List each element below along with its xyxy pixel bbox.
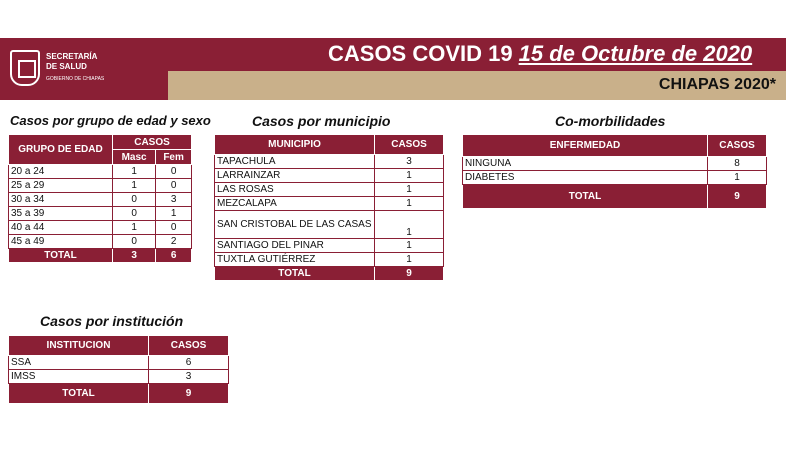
table-row bbox=[215, 197, 444, 211]
page-subtitle: CHIAPAS 2020* bbox=[658, 76, 776, 93]
fem-cell: 3 bbox=[156, 193, 192, 207]
municipio-cell: TAPACHULA bbox=[215, 155, 375, 169]
municipio-cell: TUXTLA GUTIÉRREZ bbox=[215, 253, 375, 267]
shield-icon bbox=[10, 50, 40, 86]
institucion-cell: IMSS bbox=[9, 370, 149, 384]
table-row bbox=[215, 169, 444, 183]
cases-cell: 1 bbox=[375, 239, 444, 253]
age-sex-section-title: Casos por grupo de edad y sexo bbox=[10, 113, 211, 128]
cases-cell: 6 bbox=[149, 356, 229, 370]
cases-cell: 8 bbox=[708, 157, 767, 171]
header-banner bbox=[0, 38, 786, 100]
municipio-section-title: Casos por municipio bbox=[252, 113, 391, 129]
age-group-cell: 35 a 39 bbox=[9, 207, 113, 221]
municipio-table bbox=[214, 134, 444, 281]
municipio-cell: SANTIAGO DEL PINAR bbox=[215, 239, 375, 253]
age-sex-table bbox=[8, 134, 192, 263]
title-text: CASOS COVID 19 bbox=[328, 41, 513, 66]
table-row bbox=[9, 207, 192, 221]
table-row bbox=[9, 165, 192, 179]
total-row bbox=[215, 267, 444, 281]
municipio-cell: LARRAINZAR bbox=[215, 169, 375, 183]
cases-cell: 1 bbox=[375, 183, 444, 197]
enfermedad-cell: NINGUNA bbox=[463, 157, 708, 171]
title-date: 15 de Octubre de 2020 bbox=[518, 41, 753, 66]
institucion-cell: SSA bbox=[9, 356, 149, 370]
table-row bbox=[215, 155, 444, 169]
logo-line1: SECRETARÍA bbox=[46, 52, 98, 61]
total-label: TOTAL bbox=[9, 249, 113, 263]
enfermedad-cell: DIABETES bbox=[463, 171, 708, 185]
logo bbox=[6, 46, 111, 92]
table-row bbox=[9, 221, 192, 235]
table-row bbox=[215, 253, 444, 267]
col-cases: CASOS bbox=[113, 135, 192, 150]
table-row bbox=[215, 183, 444, 197]
masc-cell: 1 bbox=[113, 165, 156, 179]
col-enfermedad: ENFERMEDAD bbox=[463, 135, 708, 157]
total-label: TOTAL bbox=[463, 185, 708, 209]
masc-cell: 1 bbox=[113, 221, 156, 235]
municipio-cell: SAN CRISTOBAL DE LAS CASAS bbox=[215, 211, 375, 239]
total-cases: 9 bbox=[375, 267, 444, 281]
cases-cell: 1 bbox=[375, 211, 444, 239]
age-group-cell: 25 a 29 bbox=[9, 179, 113, 193]
table-row bbox=[9, 235, 192, 249]
col-cases: CASOS bbox=[375, 135, 444, 155]
logo-subtitle: GOBIERNO DE CHIAPAS bbox=[46, 76, 105, 82]
logo-text bbox=[46, 52, 97, 72]
col-cases: CASOS bbox=[708, 135, 767, 157]
age-group-cell: 40 a 44 bbox=[9, 221, 113, 235]
table-row bbox=[9, 193, 192, 207]
cases-cell: 1 bbox=[375, 169, 444, 183]
col-masc: Masc bbox=[113, 150, 156, 165]
col-municipio: MUNICIPIO bbox=[215, 135, 375, 155]
municipio-cell: MEZCALAPA bbox=[215, 197, 375, 211]
table-row bbox=[9, 179, 192, 193]
table-row bbox=[215, 239, 444, 253]
col-age-group: GRUPO DE EDAD bbox=[9, 135, 113, 165]
table-row bbox=[463, 157, 767, 171]
total-row bbox=[9, 249, 192, 263]
masc-cell: 0 bbox=[113, 235, 156, 249]
fem-cell: 0 bbox=[156, 221, 192, 235]
fem-cell: 1 bbox=[156, 207, 192, 221]
fem-cell: 0 bbox=[156, 179, 192, 193]
fem-cell: 0 bbox=[156, 165, 192, 179]
total-row bbox=[9, 384, 229, 404]
fem-cell: 2 bbox=[156, 235, 192, 249]
total-masc: 3 bbox=[113, 249, 156, 263]
logo-line2: DE SALUD bbox=[46, 62, 87, 71]
comorbidities-section-title: Co-morbilidades bbox=[555, 113, 666, 129]
table-row bbox=[463, 171, 767, 185]
cases-cell: 1 bbox=[375, 197, 444, 211]
col-cases: CASOS bbox=[149, 336, 229, 356]
total-cases: 9 bbox=[149, 384, 229, 404]
total-row bbox=[463, 185, 767, 209]
table-row bbox=[9, 356, 229, 370]
age-group-cell: 30 a 34 bbox=[9, 193, 113, 207]
age-group-cell: 20 a 24 bbox=[9, 165, 113, 179]
masc-cell: 0 bbox=[113, 207, 156, 221]
col-institucion: INSTITUCION bbox=[9, 336, 149, 356]
age-group-cell: 45 a 49 bbox=[9, 235, 113, 249]
page-title bbox=[328, 41, 752, 67]
table-row bbox=[215, 211, 444, 239]
total-label: TOTAL bbox=[215, 267, 375, 281]
cases-cell: 1 bbox=[375, 253, 444, 267]
institution-table bbox=[8, 335, 229, 404]
municipio-cell: LAS ROSAS bbox=[215, 183, 375, 197]
total-fem: 6 bbox=[156, 249, 192, 263]
table-row bbox=[9, 370, 229, 384]
cases-cell: 3 bbox=[375, 155, 444, 169]
cases-cell: 1 bbox=[708, 171, 767, 185]
masc-cell: 1 bbox=[113, 179, 156, 193]
comorbidities-table bbox=[462, 134, 767, 209]
total-label: TOTAL bbox=[9, 384, 149, 404]
institution-section-title: Casos por institución bbox=[40, 313, 184, 329]
total-cases: 9 bbox=[708, 185, 767, 209]
col-fem: Fem bbox=[156, 150, 192, 165]
masc-cell: 0 bbox=[113, 193, 156, 207]
cases-cell: 3 bbox=[149, 370, 229, 384]
